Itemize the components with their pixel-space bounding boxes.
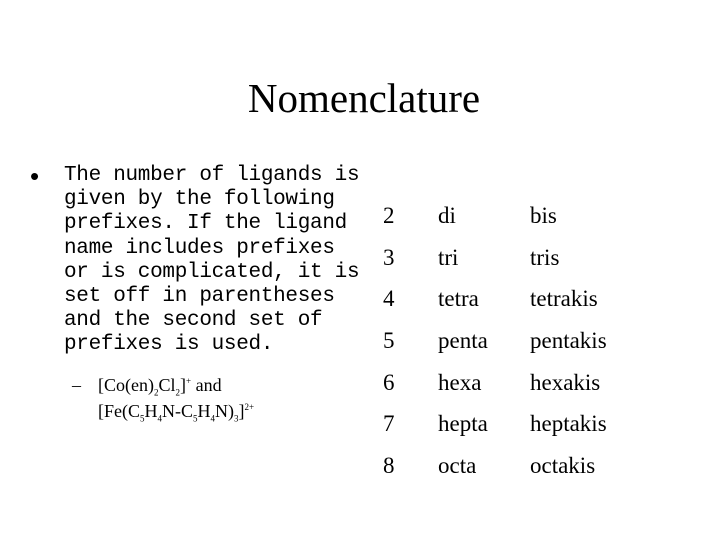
formula-part: Cl — [158, 374, 176, 395]
prefix-table — [383, 199, 660, 491]
sub-bullet-item — [30, 372, 360, 424]
prefix-row — [383, 407, 660, 449]
formula-part: ] — [238, 400, 245, 421]
prefix-simple: di — [438, 203, 456, 228]
formula-part: H — [197, 400, 211, 421]
prefix-simple: hexa — [438, 369, 482, 395]
bullet-line: and the second set of — [64, 309, 323, 333]
prefix-number: 7 — [383, 411, 395, 437]
bullet-marker: • — [30, 161, 40, 191]
formula-part: ] — [180, 374, 186, 395]
formula-subscript: 2 — [175, 387, 180, 398]
prefix-number: 4 — [383, 286, 395, 312]
formula-part: H — [144, 400, 158, 421]
bullet-line: prefixes. If the ligand — [64, 212, 347, 236]
bullet-line: The number of ligands is — [64, 164, 360, 187]
prefix-row — [383, 324, 660, 366]
bullet-line: or is complicated, it is — [64, 260, 360, 284]
prefix-complex: heptakis — [530, 411, 607, 437]
bullet-line: name includes prefixes — [64, 236, 335, 260]
formula-subscript: 4 — [157, 413, 162, 424]
prefix-row — [383, 282, 660, 324]
prefix-row — [383, 199, 660, 241]
formula-part: N-C — [162, 400, 193, 421]
formula-part: [Fe(C — [98, 400, 140, 421]
prefix-complex: tetrakis — [530, 286, 598, 312]
slide-title: Nomenclature — [247, 75, 481, 121]
prefix-row — [383, 366, 660, 408]
bullet-line: set off in parentheses — [64, 285, 335, 309]
formula-cobalt — [98, 372, 360, 398]
formula-subscript: 4 — [210, 413, 215, 424]
bullet-line: prefixes is used. — [64, 333, 274, 357]
prefix-number: 8 — [383, 453, 395, 479]
prefix-simple: tri — [438, 244, 459, 270]
prefix-row — [383, 241, 660, 283]
prefix-simple: penta — [438, 328, 488, 354]
prefix-complex: octakis — [530, 453, 596, 479]
formula-charge: 2+ — [244, 401, 255, 412]
formula-part: N) — [215, 400, 234, 421]
sub-bullet-marker: – — [72, 374, 81, 395]
prefix-simple: tetra — [438, 286, 479, 312]
prefix-number: 3 — [383, 244, 395, 270]
bullet-line: given by the following — [64, 188, 335, 212]
prefix-number: 2 — [383, 203, 395, 228]
bullet-item — [30, 161, 360, 358]
formula-charge: + — [186, 375, 192, 386]
formula-part: [Co(en) — [98, 374, 154, 395]
formula-subscript: 5 — [140, 413, 145, 424]
prefix-complex: hexakis — [530, 369, 601, 395]
prefix-complex: tris — [530, 244, 560, 270]
prefix-simple: hepta — [438, 411, 488, 437]
bullet-list — [30, 161, 360, 424]
prefix-complex: bis — [530, 203, 557, 228]
formula-subscript: 5 — [193, 413, 198, 424]
bullet-text — [64, 164, 360, 358]
prefix-number: 6 — [383, 369, 395, 395]
formula-conjunction: and — [191, 374, 222, 395]
prefix-simple: octa — [438, 453, 477, 479]
prefix-number: 5 — [383, 328, 395, 354]
prefix-row — [383, 449, 660, 491]
formula-subscript: 3 — [234, 413, 239, 424]
formula-iron — [98, 398, 360, 424]
prefix-complex: pentakis — [530, 328, 607, 354]
formula-subscript: 2 — [153, 387, 159, 398]
